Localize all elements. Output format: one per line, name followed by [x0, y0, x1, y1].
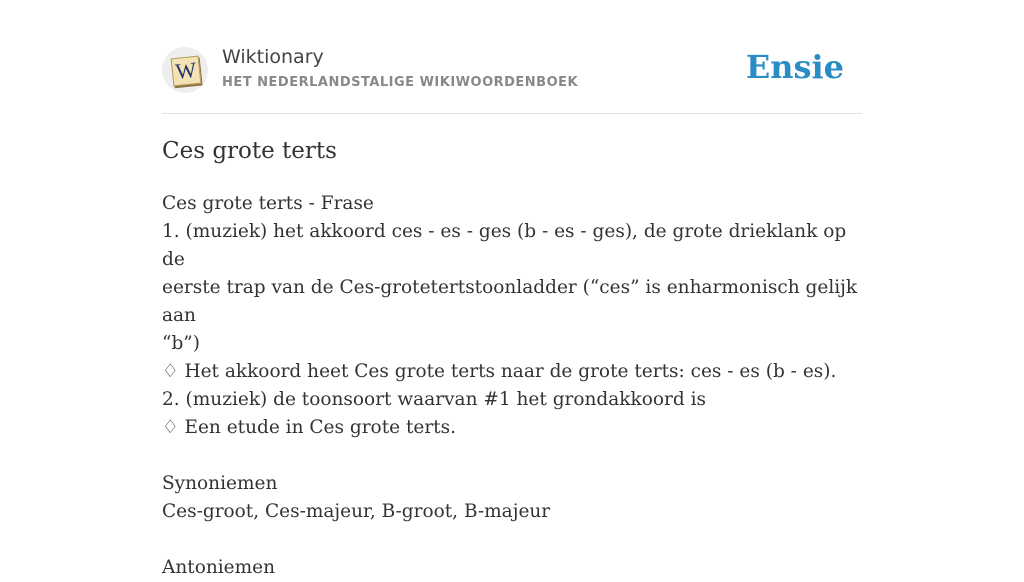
page-title: Ces grote terts	[162, 138, 337, 164]
site-name[interactable]: Wiktionary	[222, 46, 324, 68]
definition-line: 2. (muziek) de toonsoort waarvan #1 het grondakkoord is	[162, 389, 706, 410]
logo-tile-icon: W	[171, 56, 202, 87]
example-line: ♢ Een etude in Ces grote terts.	[162, 417, 456, 438]
header	[162, 0, 862, 114]
definition-line: 1. (muziek) het akkoord ces - es - ges (b - es - ges), de grote drieklank op de	[162, 221, 847, 270]
wiktionary-logo[interactable]	[162, 47, 208, 93]
definition-line: “b”)	[162, 333, 200, 354]
synonyms-heading: Synoniemen	[162, 473, 278, 494]
definition-line: eerste trap van de Ces-grotetertstoonladder (“ces” is enharmonisch gelijk aan	[162, 277, 858, 326]
spacer	[162, 442, 862, 470]
antonyms-heading: Antoniemen	[162, 557, 276, 578]
ensie-brand-logo[interactable]: Ensie	[745, 48, 844, 86]
site-subtitle: HET NEDERLANDSTALIGE WIKIWOORDENBOEK	[222, 75, 579, 90]
definition-line: Ces grote terts - Frase	[162, 193, 374, 214]
definition-body	[162, 190, 862, 582]
example-line: ♢ Het akkoord heet Ces grote terts naar de grote terts: ces - es (b - es).	[162, 361, 837, 382]
page	[162, 0, 862, 578]
synonyms-list: Ces-groot, Ces-majeur, B-groot, B-majeur	[162, 501, 551, 522]
spacer	[162, 526, 862, 554]
